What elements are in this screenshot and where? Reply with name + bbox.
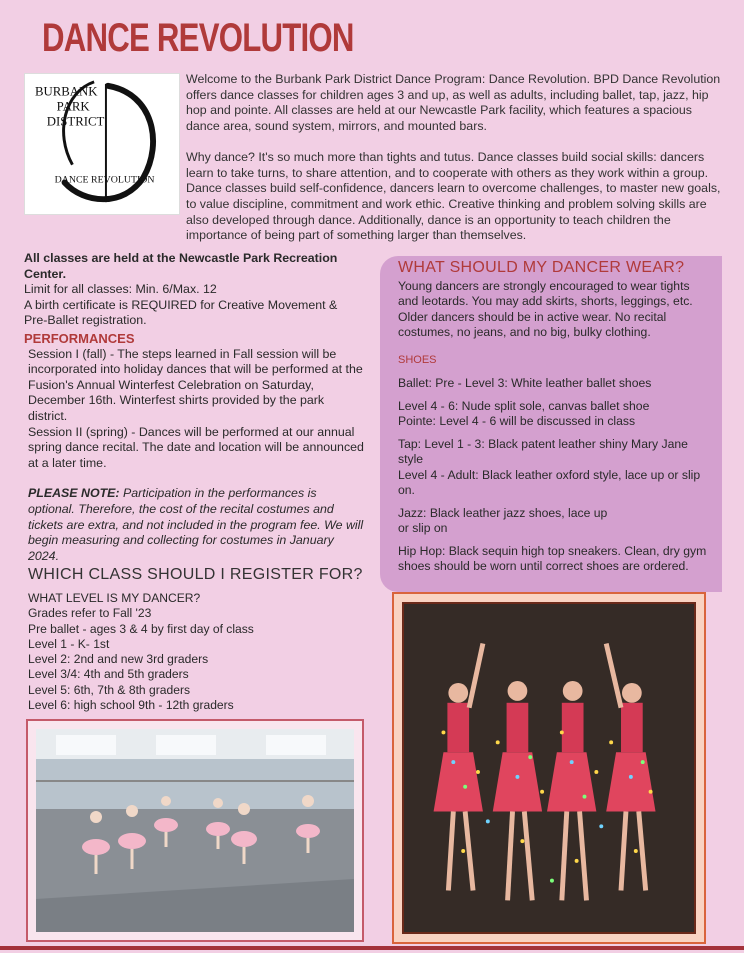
logo	[24, 73, 180, 215]
birth-certificate-text: A birth certificate is REQUIRED for Creative Movement & Pre-Ballet registration.	[24, 297, 338, 328]
shoe-item: Jazz: Black leather jazz shoes, lace up or slip on	[398, 505, 608, 535]
page-title: DANCE REVOLUTION	[42, 16, 354, 60]
limit-text: Limit for all classes: Min. 6/Max. 12	[24, 282, 217, 297]
bottom-divider	[0, 946, 744, 950]
performances-heading: PERFORMANCES	[24, 330, 135, 346]
please-note	[24, 486, 364, 564]
dance-class-photo	[26, 719, 364, 942]
logo-text-2: PARK	[56, 99, 90, 114]
level-line: WHAT LEVEL IS MY DANCER?	[28, 591, 201, 605]
shoe-item: Tap: Level 1 - 3: Black patent leather shiny Mary Jane style Level 4 - Adult: Black leather oxford style, lace up or slip on.	[398, 436, 701, 497]
logo-text-3: DISTRICT	[46, 114, 105, 129]
level-line: Grades refer to Fall '23	[28, 606, 152, 621]
session-2-text: Session II (spring) - Dances will be performed at our annual spring dance recital. The date and location will be announced at a later time.	[28, 424, 364, 470]
level-line: Level 2: 2nd and new 3rd graders	[28, 652, 209, 667]
class-info	[24, 251, 364, 564]
wear-intro: Young dancers are strongly encouraged to wear tights and leotards. You may add skirts, shorts, leggings, etc. Older dancers should be in active wear. No recital costumes, no jeans, and no big, bulky clothing.	[398, 278, 693, 339]
level-line: Level 6: high school 9th - 12th graders	[28, 698, 234, 713]
session-1-text: Session I (fall) - The steps learned in Fall session will be incorporated into holiday dances that will be performed at the Fusion's Annual Winterfest Celebration on Saturday, December 16th. Winterfest shirts provided by the park district.	[28, 346, 363, 423]
level-line: Level 1 - K- 1st	[28, 636, 110, 651]
shoe-item: Hip Hop: Black sequin high top sneakers. Clean, dry gym shoes should be worn until correct shoes are ordered.	[398, 543, 707, 573]
intro-paragraph-1: Welcome to the Burbank Park District Dance Program: Dance Revolution. BPD Dance Revolution offers dance classes for children ages 3 and up, as well as adults, including ballet, tap, jazz, hip hop and pointe. All classes are held at our Newcastle Park facility, which features a spacious dance area, sound system, mirrors, and mounted bars.	[186, 72, 721, 134]
shoe-item: Ballet: Pre - Level 3: White leather ballet shoes	[398, 376, 652, 390]
logo-text-4: DANCE REVOLUTION	[54, 174, 155, 186]
performance-photo	[392, 592, 706, 944]
level-line: Level 3/4: 4th and 5th graders	[28, 667, 189, 682]
level-line: Pre ballet - ages 3 & 4 by first day of class	[28, 621, 254, 636]
wear-content	[398, 260, 708, 582]
shoe-item: Level 4 - 6: Nude split sole, canvas ballet shoe Pointe: Level 4 - 6 will be discussed in class	[398, 398, 650, 428]
intro-text	[186, 72, 728, 244]
please-note-label: PLEASE NOTE:	[28, 486, 120, 501]
intro-paragraph-2: Why dance? It's so much more than tights and tutus. Dance classes build social skills: dancers learn to take turns, to share attention, and to cooperate with others as they work within a group. Dance classes build self-confidence, dancers learn to overcome challenges, to master new goals, to value discipline, commitment and work ethic. Creative thinking and problem solving skills are also developed through dance. Additionally, dance is an opportunity to teach children the importance of being part of something larger than themselves.	[186, 149, 721, 243]
please-note-text: Participation in the performances is optional. Therefore, the cost of the recital costumes and tickets are extra, and not included in the program fee. We will begin measuring and collecting for costumes in January 2024.	[28, 486, 364, 563]
level-line: Level 5: 6th, 7th & 8th graders	[28, 682, 191, 697]
levels-list	[28, 591, 254, 713]
location-text: All classes are held at the Newcastle Park Recreation Center.	[24, 251, 338, 281]
wear-heading: WHAT SHOULD MY DANCER WEAR?	[398, 259, 685, 276]
shoes-heading: SHOES	[398, 353, 437, 366]
logo-text-1: BURBANK	[34, 84, 98, 99]
which-class-heading: WHICH CLASS SHOULD I REGISTER FOR?	[28, 566, 363, 583]
